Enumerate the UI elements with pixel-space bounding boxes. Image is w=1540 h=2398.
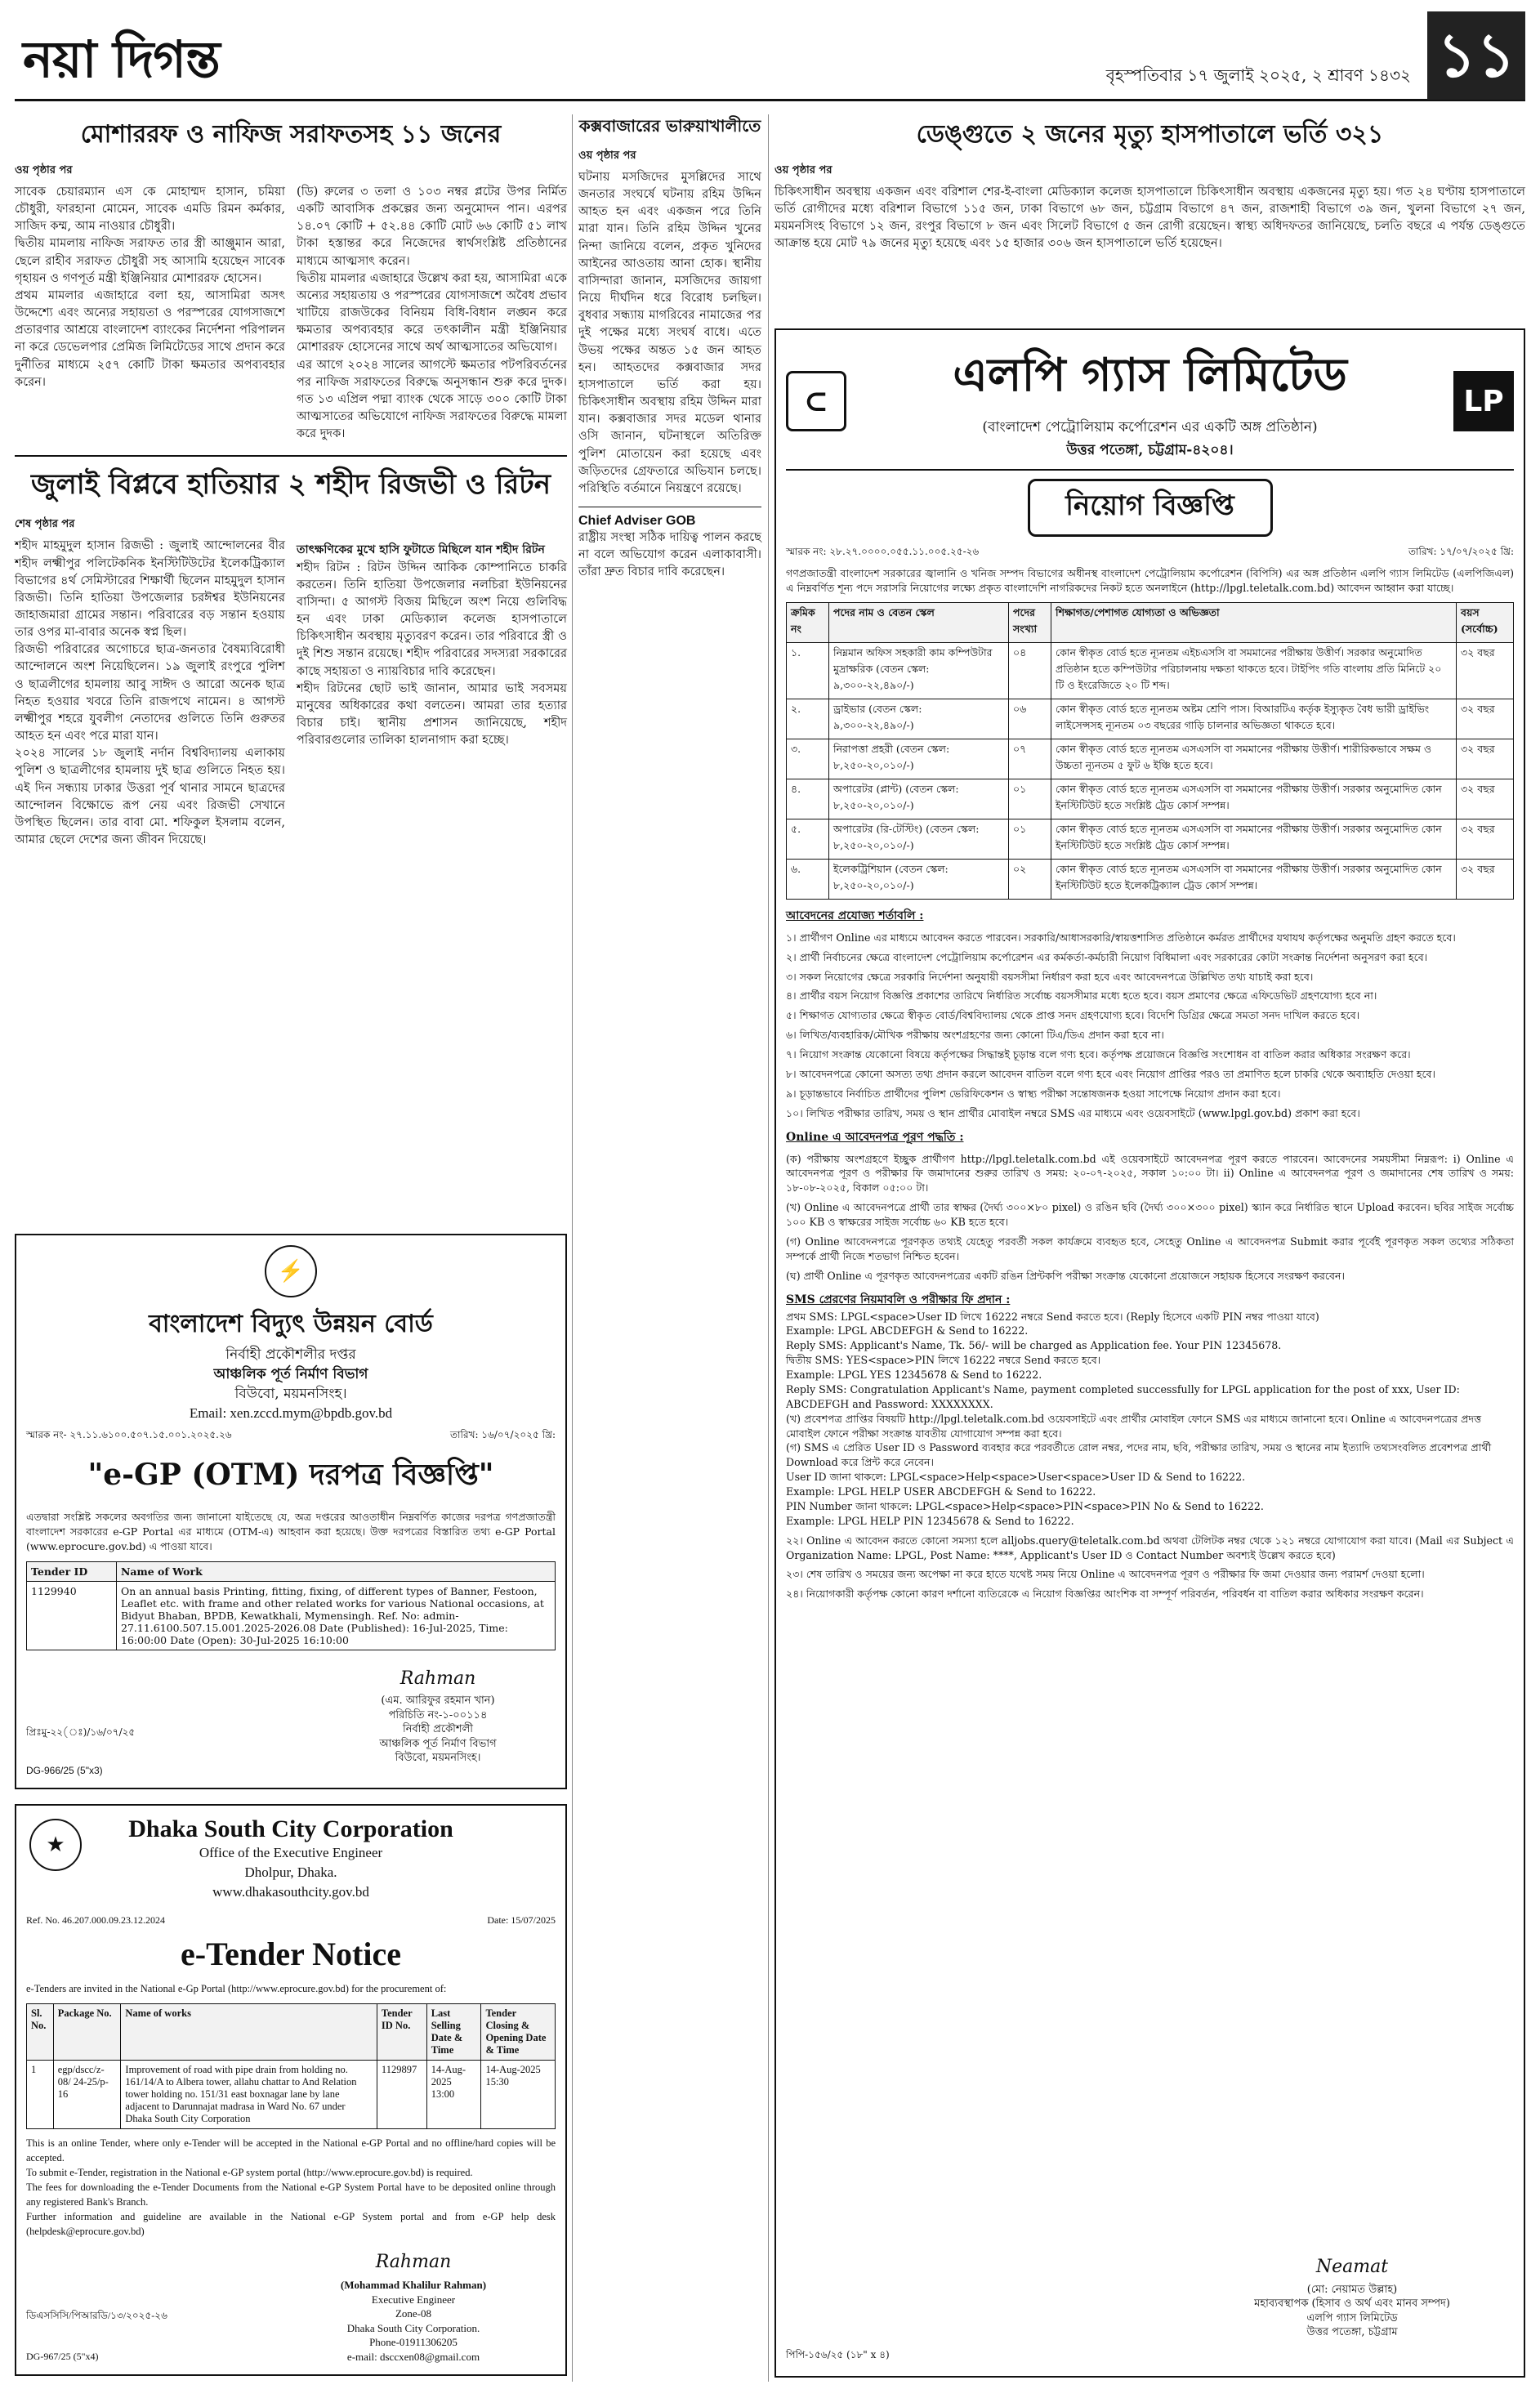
table-cell: ৬. <box>787 859 829 899</box>
article-lead: শেষ পৃষ্ঠার পর <box>15 518 75 531</box>
sms-step-item: Example: LPGL ABCDEFGH & Send to 16222. <box>786 1324 1029 1337</box>
tender-table <box>26 1561 556 1650</box>
table-cell: 1 <box>27 2060 54 2128</box>
left-column <box>15 114 567 848</box>
table-cell: ০৪ <box>1009 642 1051 699</box>
table-cell: কোন স্বীকৃত বোর্ড হতে ন্যূনতম এসএসসি বা সমমানের পরীক্ষায় উত্তীর্ণ। সরকার অনুমোদিত কোন ইনস্টিটিউট হতে সংশ্লিষ্ট ট্রেড কোর্স সম্পন্ন। <box>1051 779 1457 819</box>
ad-meta <box>26 1428 556 1445</box>
condition-item: ১০। লিখিত পরীক্ষার তারিখ, সময় ও স্থান প্রার্থীর মোবাইল নম্বরে SMS এর মাধ্যমে এবং ওয়েবসাইটে (www.lpgl.gov.bd) প্রকাশ করা হবে। <box>786 1106 1360 1119</box>
table-cell: 14-Aug-2025 13:00 <box>426 2060 481 2128</box>
column-header: বয়স (সর্বোচ্চ) <box>1457 602 1514 642</box>
closing-list <box>786 1534 1514 1602</box>
ad-code: DG-966/25 (5"x3) <box>26 1765 103 1776</box>
online-step-item: (ক) পরীক্ষায় অংশগ্রহণে ইচ্ছুক প্রার্থীগণ http://lpgl.teletalk.com.bd এই ওয়েবসাইটে আবেদনপত্র পূরণ করতে পারবেন। আবেদনের সময়সীমা নিম্নরূপ: i) Online এ আবেদনপত্র পূরণ ও পরীক্ষার ফি জমাদানের শুরুর তারিখ ও সময়: ২০-০৭-২০২৫, সকাল ১০:০০ টা। ii) Online এ আবেদনপত্র পূরণ ও জমাদানের শেষ তারিখ ও সময়: ১৮-০৮-২০২৫, বিকাল ০৫:০০ টা। <box>786 1152 1514 1195</box>
table-row <box>787 642 1514 699</box>
article-body: চিকিৎসাধীন অবস্থায় একজন এবং বরিশাল শের-ই-বাংলা মেডিক্যাল কলেজ হাসপাতালে চিকিৎসাধীন অবস্থায় একজনের মৃত্যু হয়। গত ২৪ ঘণ্টায় হাসপাতালে ভর্তি রোগীদের মধ্যে বরিশাল বিভাগে ১১৫ জন, ঢাকা বিভাগে ৬৮ জন, চট্টগ্রাম বিভাগে ৪৭ জন, রাজশাহী বিভাগে ৩৯ জন, খুলনা বিভাগে ২৭ জন, ময়মনসিংহ বিভাগে ১২ জন, রংপুর বিভাগে ৮ জন এবং সিলেট বিভাগে ৫ জন রোগী রয়েছেন। স্বাস্থ্য অধিদফতর জানিয়েছে, চলতি বছরে এ পর্যন্ত ডেঙ্গুতে আক্রান্ত হয়ে মোট ৭৯ জনের মৃত্যু হয়েছে এবং ১৫ হাজার ৩০৬ জন হাসপাতালে ভর্তি হয়েছেন। <box>774 185 1525 251</box>
signer-title: নির্বাহী প্রকৌশলী <box>402 1723 473 1736</box>
column-header: Name of Work <box>117 1561 556 1581</box>
condition-item: ৪। প্রার্থীর বয়স নিয়োগ বিজ্ঞপ্তি প্রকাশের তারিখে নির্ধারিত সর্বোচ্চ বয়সসীমার মধ্যে হতে হবে। বয়স প্রমাণের ক্ষেত্রে এফিডেভিট গ্রহণযোগ্য হবে না। <box>786 989 1377 1003</box>
ad-office: নির্বাহী প্রকৌশলীর দপ্তর <box>225 1346 356 1363</box>
ad-title-block <box>953 340 1347 462</box>
company-sub: (বাংলাদেশ পেট্রোলিয়াম কর্পোরেশন এর একটি অঙ্গ প্রতিষ্ঠান) <box>982 419 1318 435</box>
article-moshararof <box>15 114 567 442</box>
table-cell: ০৭ <box>1009 739 1051 779</box>
ad-code: DG-967/25 (5"x4) <box>26 2351 99 2362</box>
table-cell: ৫. <box>787 819 829 859</box>
signature: Neamat <box>1315 2257 1389 2278</box>
signer-name: (এম. আরিফুর রহমান খান) <box>381 1695 495 1708</box>
table-cell: কোন স্বীকৃত বোর্ড হতে ন্যূনতম অষ্টম শ্রেণি পাস। বিআরটিএ কর্তৃক ইস্যুকৃত বৈধ ভারী ড্রাইভিং লাইসেন্সসহ ন্যূনতম ০৩ বছরের গাড়ি চালনার অভিজ্ঞতা থাকতে হবে। <box>1051 699 1457 739</box>
condition-item: ২। প্রার্থী নির্বাচনের ক্ষেত্রে বাংলাদেশ পেট্রোলিয়াম কর্পোরেশন এর কর্মকর্তা-কর্মচারী নিয়োগ বিধিমালা এবং সরকারের কোটা সংক্রান্ত নির্দেশনা অনুসরণ করা হবে। <box>786 950 1428 963</box>
article-body <box>15 537 567 848</box>
table-cell: অপারেটর (রি-টেস্টিং) (বেতন স্কেল: ৮,২৫০-২০,০১০/-) <box>829 819 1009 859</box>
column-header: পদের নাম ও বেতন স্কেল <box>829 602 1009 642</box>
table-cell: egp/dscc/z-08/ 24-25/p-16 <box>53 2060 121 2128</box>
table-cell: ৩২ বছর <box>1457 819 1514 859</box>
dscc-tender-ad <box>15 1804 567 2376</box>
table-cell: ০১ <box>1009 819 1051 859</box>
table-row <box>787 739 1514 779</box>
paragraph: রিজভী পরিবারের অগোচরে ছাত্র-জনতার বৈষম্যবিরোধী আন্দোলনে অংশ নিয়েছিলেন। ১৯ জুলাই রংপুরে পুলিশ ও ছাত্রলীগের হামলায় আবু সাঈদ ও আরো অনেক ছাত্র নিহত হওয়ার খবরে তিনি রাজপথে নামেন। ৪ আগস্ট লক্ষ্মীপুর শহরে যুবলীগ নেতাদের গুলিতে তিনি গুরুতর আহত হন এবং পরে মারা যান। <box>15 642 285 744</box>
online-step-item: (ঘ) প্রার্থী Online এ পূরণকৃত আবেদনপত্রের একটি রঙিন প্রিন্টকপি পরীক্ষা সংক্রান্ত যেকোনো প্রয়োজনে সহায়ক হিসেবে সংরক্ষণ করবেন। <box>786 1269 1345 1282</box>
ad-date: তারিখ: ১৭/০৭/২০২৫ খ্রি: <box>1408 546 1514 557</box>
section-title: আবেদনের প্রযোজ্য শর্তাবলি : <box>786 909 924 922</box>
signature: Rahman <box>400 1668 476 1689</box>
company-address: উত্তর পতেঙ্গা, চট্টগ্রাম-৪২০৪। <box>1066 442 1234 458</box>
paragraph: (ডি) রুলের ৩ তলা ও ১০৩ নম্বর প্লটের উপর নির্মিত একটি আবাসিক প্রকল্পের জন্য অনুমোদন পান। এরপর ১৪.০৭ কোটি + ৫২.৪৪ কোটি মোট ৬৬ কোটি ৫১ লাখ টাকা হস্তান্তর করে নিজেদের স্বার্থসংশ্লিষ্ট প্রতিষ্ঠানের মাধ্যমে আত্মসাৎ করেন। <box>297 185 567 268</box>
closing-item: ২৩। শেষ তারিখ ও সময়ের জন্য অপেক্ষা না করে হাতে যথেষ্ট সময় নিয়ে Online এ আবেদনপত্র পূরণ ও পরীক্ষার ফি জমা দেওয়ার জন্য পরামর্শ দেওয়া হলো। <box>786 1568 1425 1581</box>
condition-item: ৬। লিখিত/ব্যবহারিক/মৌখিক পরীক্ষায় অংশগ্রহণের জন্য কোনো টিএ/ডিএ প্রদান করা হবে না। <box>786 1029 1164 1042</box>
article-hatiya <box>15 455 567 848</box>
sms-step-item: Example: LPGL HELP PIN 12345678 & Send to 16222. <box>786 1514 1074 1527</box>
table-cell: 1129897 <box>377 2060 426 2128</box>
posts-table-body <box>787 642 1514 899</box>
ad-banner: e-Tender Notice <box>181 1936 401 1973</box>
table-cell: ৩২ বছর <box>1457 739 1514 779</box>
table-cell: কোন স্বীকৃত বোর্ড হতে ন্যূনতম এসএসসি বা সমমানের পরীক্ষায় উত্তীর্ণ। শারীরিকভাবে সক্ষম ও উচ্চতা ন্যূনতম ৫ ফুট ৬ ইঞ্চি হতে হবে। <box>1051 739 1457 779</box>
sms-step-item: Reply SMS: Congratulation Applicant's Name, payment completed successfully for LPGL application for the post of xxx, User ID: ABCDEFGH and Password: XXXXXXXX. <box>786 1382 1460 1410</box>
signer-place: উত্তর পতেঙ্গা, চট্টগ্রাম <box>1306 2326 1398 2339</box>
conditions-list <box>786 931 1514 1121</box>
table-cell: ২. <box>787 699 829 739</box>
section-title: SMS প্রেরণের নিয়মাবলি ও পরীক্ষার ফি প্রদান : <box>786 1293 1011 1306</box>
table-cell: কোন স্বীকৃত বোর্ড হতে ন্যূনতম এইচএসসি বা সমমানের পরীক্ষায় উত্তীর্ণ। সরকার অনুমোদিত প্রতিষ্ঠান হতে কম্পিউটার পরিচালনায় দক্ষতা থাকতে হবে। টাইপিং গতি বাংলায় প্রতি মিনিটে ২০ টি ও ইংরেজিতে ২০ টি শব্দ। <box>1051 642 1457 699</box>
paragraph: শহীদ মাহমুদুল হাসান রিজভী : জুলাই আন্দোলনের বীর শহীদ লক্ষ্মীপুর পলিটেকনিক ইনস্টিটিউটের ইলেকট্রিক্যাল বিভাগের ৪র্থ সেমিস্টারের শিক্ষার্থী ছিলেন মাহমুদুল হাসান রিজভী। তিনি হাতিয়া উপজেলার চরঈশ্বর ইউনিয়নের জাহাজমারা গ্রামের সন্তান। পরিবারের বড় সন্তান হওয়ায় তার ওপর মা-বাবার অনেক স্বপ্ন ছিল। <box>15 538 285 640</box>
table-row <box>787 779 1514 819</box>
online-step-item: (খ) Online এ আবেদনপত্রে প্রার্থী তার স্বাক্ষর (দৈর্ঘ্য ৩০০×৮০ pixel) ও রঙিন ছবি (দৈর্ঘ্য ৩০০×৩০০ pixel) স্ক্যান করে নির্ধারিত স্থানে Upload করবেন। ছবির সাইজ সর্বোচ্চ ১০০ KB ও স্বাক্ষরের সাইজ সর্বোচ্চ ৬০ KB হতে হবে। <box>786 1201 1514 1228</box>
right-column <box>774 114 1525 252</box>
table-cell: নিরাপত্তা প্রহরী (বেতন স্কেল: ৮,২৫০-২০,০১০/-) <box>829 739 1009 779</box>
posts-table <box>786 602 1514 900</box>
column-header: Last Selling Date & Time <box>426 2003 481 2060</box>
sms-step-item: PIN Number জানা থাকলে: LPGL<space>Help<space>PIN<space>PIN No & Send to 16222. <box>786 1499 1264 1512</box>
ad-note: This is an online Tender, where only e-Tender will be accepted in the National e-GP Portal and no offline/hard copies will be accepted. <box>26 2137 556 2164</box>
sms-step-item: Reply SMS: Applicant's Name, Tk. 56/- will be charged as Application fee. Your PIN 12345678. <box>786 1339 1282 1352</box>
column-header: Name of works <box>121 2003 377 2060</box>
dscc-logo-icon: ★ <box>29 1819 82 1871</box>
tender-work-cell: On an annual basis Printing, fitting, fixing, of different types of Banner, Festoon, Leaflet etc. with frame and other related works for various National occasions, at Bidyut Bhaban, BPDB, Kewatkhali, Mymensingh. Ref. No: admin-27.11.6100.507.15.001.2025-2026.08 Date (Published): 16-Jul-2025, Time: 16:00:00 Date (Open): 30-Jul-2025 16:10:00 <box>117 1581 556 1650</box>
signature-block <box>1213 2255 1491 2340</box>
notice-title: নিয়োগ বিজ্ঞপ্তি <box>1028 479 1273 537</box>
ad-title: বাংলাদেশ বিদ্যুৎ উন্নয়ন বোর্ড <box>149 1310 433 1338</box>
paragraph: শহীদ রিটনের ছোট ভাই জানান, আমার ভাই সবসময় মানুষের অধিকারের কথা বলতেন। আমরা তার হত্যার বিচার চাই। স্থানীয় প্রশাসন জানিয়েছে, শহীদ পরিবারগুলোর তালিকা হালনাগাদ করা হচ্ছে। <box>297 681 567 748</box>
table-cell: ৩২ বছর <box>1457 779 1514 819</box>
ad-date: Date: 15/07/2025 <box>487 1914 556 1927</box>
ad-code: পিপি-১৫৬/২৫ (১৮" x ৪) <box>786 2349 890 2360</box>
ad-note: The fees for downloading the e-Tender Documents from the National e-GP System Portal have to be deposited online through any registered Bank's Branch. <box>26 2181 556 2208</box>
middle-column <box>578 114 761 580</box>
ad-note: Further information and guideline are available in the National e-GP System portal and from e-GP help desk (helpdesk@eprocure.gov.bd) <box>26 2211 556 2238</box>
condition-item: ১। প্রার্থীগণ Online এর মাধ্যমে আবেদন করতে পারবেন। সরকারি/আধাসরকারি/স্বায়ত্তশাসিত প্রতিষ্ঠানে কর্মরত প্রার্থীদের যথাযথ কর্তৃপক্ষের অনুমতি গ্রহণ করতে হবে। <box>786 931 1456 944</box>
signer-title: Executive Engineer <box>371 2293 456 2306</box>
tender-id-cell: 1129940 <box>27 1581 117 1650</box>
sms-step-item: Example: LPGL YES 12345678 & Send to 16222. <box>786 1369 1042 1381</box>
paragraph: দ্বিতীয় মামলায় নাফিজ সরাফত তার স্ত্রী আঞ্জুমান আরা, ছেলে রাহীব সরাফত চৌধুরী সহ আসামি হয়েছেন সাবেক গৃহায়ন ও গণপূর্ত মন্ত্রী ইঞ্জিনিয়ার মোশাররফ হোসেন। <box>15 236 285 285</box>
sms-step-item: Example: LPGL HELP USER ABCDEFGH & Send to 16222. <box>786 1485 1096 1498</box>
memo-number: স্মারক নং- ২৭.১১.৬১০০.৫০৭.১৫.০০১.২০২৫.২৬ <box>26 1429 232 1441</box>
sms-step-item: (খ) প্রবেশপত্র প্রাপ্তির বিষয়টি http://lpgl.teletalk.com.bd ওয়েবসাইটে এবং প্রার্থীর মোবাইল ফোনে SMS এর মাধ্যমে জানানো হবে। Online এ আবেদনপত্রের প্রদত্ত মোবাইল ফোনে পরীক্ষা সংক্রান্ত যাবতীয় যোগাযোগ সম্পন্ন করা হবে। <box>786 1412 1482 1440</box>
ad-title: Dhaka South City Corporation <box>128 1815 453 1842</box>
condition-item: ৩। সকল নিয়োগের ক্ষেত্রে সরকারি নির্দেশনা অনুযায়ী বয়সসীমা নির্ধারণ করা হবে এবং আবেদনপত্রে উল্লিখিত তথ্য যাচাই করা হবে। <box>786 970 1314 983</box>
online-steps-list <box>786 1152 1514 1284</box>
lpg-recruitment-ad <box>774 328 1525 2378</box>
quote-box <box>578 507 761 580</box>
column-header: Tender ID <box>27 1561 117 1581</box>
ad-intro: এতদ্বারা সংশ্লিষ্ট সকলের অবগতির জন্য জানানো যাইতেছে যে, অত্র দপ্তরের আওতাধীন নিম্নবর্ণিত কাজের দরপত্র গণপ্রজাতন্ত্রী বাংলাদেশ সরকারের e-GP Portal এর মাধ্যমে (OTM-এ) আহবান করা হয়েছে। উক্ত দরপত্রের বিস্তারিত তথ্য e-GP Portal (www.eprocure.gov.bd) এ পাওয়া যাবে। <box>26 1511 556 1553</box>
condition-item: ৮। আবেদনপত্রে কোনো অসত্য তথ্য প্রদান করলে আবেদন বাতিল বলে গণ্য হবে এবং নিয়োগ প্রাপ্তির পরও তা প্রমাণিত হলে চাকরি থেকে অব্যাহতি দেওয়া হবে। <box>786 1067 1436 1080</box>
column-header: Sl. No. <box>27 2003 54 2060</box>
column-divider <box>768 114 769 2382</box>
article-headline: মোশাররফ ও নাফিজ সরাফতসহ ১১ জনের <box>80 120 502 149</box>
sms-step-item: User ID জানা থাকলে: LPGL<space>Help<space>User<space>User ID & Send to 16222. <box>786 1471 1246 1484</box>
signer-email: e-mail: dsccxen08@gmail.com <box>346 2350 480 2363</box>
signature-block <box>320 1667 556 1766</box>
paragraph: প্রথম মামলার এজাহারে বলা হয়, আসামিরা অসৎ উদ্দেশ্যে এবং অন্যের সহায়তা ও পরস্পরের যোগসাজশে প্রতারণার আশ্রয়ে বাংলাদেশ ব্যাংকের নির্দেশনা পরিপালন না করে ডেভেলপার প্রেমিজ লিমিটেডের সাথে প্রদান করে দুর্নীতির মাধ্যমে ২৫৭ কোটি টাকা ক্ষমতার অপব্যবহার করেন। <box>15 288 285 389</box>
condition-item: ৯। চূড়ান্তভাবে নির্বাচিত প্রার্থীদের পুলিশ ভেরিফিকেশন ও স্বাস্থ্য পরীক্ষা সন্তোষজনক হওয়া সাপেক্ষে নিয়োগ প্রদান করা হবে। <box>786 1087 1281 1100</box>
table-cell: নিম্নমান অফিস সহকারী কাম কম্পিউটার মুদ্রাক্ষরিক (বেতন স্কেল: ৯,৩০০-২২,৪৯০/-) <box>829 642 1009 699</box>
ad-office: Office of the Executive Engineer <box>199 1845 383 1860</box>
company-name: এলপি গ্যাস লিমিটেড <box>953 349 1347 402</box>
column-header: Package No. <box>53 2003 121 2060</box>
sms-step-item: (গ) SMS এ প্রেরিত User ID ও Password ব্যবহার করে পরবর্তীতে রোল নম্বর, পদের নাম, ছবি, পরীক্ষার তারিখ, সময় ও স্থানের নাম ইত্যাদি তথ্যসংবলিত প্রবেশপত্র প্রার্থী Download করে প্রিন্ট করে নেবেন। <box>786 1441 1492 1469</box>
masthead <box>15 11 1525 101</box>
article-lead: ওয় পৃষ্ঠার পর <box>15 164 73 176</box>
ad-banner: "e-GP (OTM) দরপত্র বিজ্ঞপ্তি" <box>87 1458 494 1493</box>
quote-text: রাষ্ট্রীয় সংস্থা সঠিক দায়িত্ব পালন করছে না বলে অভিযোগ করেন এলাকাবাসী। তাঁরা দ্রুত বিচার দাবি করেছেন। <box>578 529 761 579</box>
ref-number: Ref. No. 46.207.000.09.23.12.2024 <box>26 1914 165 1927</box>
sms-step-item: দ্বিতীয় SMS: YES<space>PIN লিখে 16222 নম্বরে Send করতে হবে। <box>786 1354 1101 1367</box>
signer-name: (মো: নেয়ামত উল্লাহ) <box>1306 2283 1398 2296</box>
article-lead: ওয় পৃষ্ঠার পর <box>578 150 636 162</box>
closing-item: ২২। Online এ আবেদন করতে কোনো সমস্যা হলে alljobs.query@teletalk.com.bd অথবা টেলিটক নম্বর থেকে ১২১ নম্বরে যোগাযোগ করা যাবে। (Mail এর Subject এ Organization Name: LPGL, Post Name: ****, Applicant's User ID ও Contact Number অবশ্যই উল্লেখ করতে হবে) <box>786 1534 1514 1561</box>
page-number: ১১ <box>1427 11 1525 100</box>
signer-org: Dhaka South City Corporation. <box>346 2321 480 2334</box>
memo-number: স্মারক নং: ২৮.২৭.০০০০.০৫৫.১১.০০৫.২৫-২৬ <box>786 546 980 557</box>
table-row <box>27 2060 556 2128</box>
paragraph: শহীদ রিটন : রিটন উদ্দিন আকিক কোম্পানিতে চাকরি করতেন। তিনি হাতিয়া উপজেলার নলচিরা ইউনিয়নের বাসিন্দা। ৫ আগস্ট বিজয় মিছিলে অংশ নিয়ে গুলিবিদ্ধ হন এবং ঢাকা মেডিক্যাল কলেজ হাসপাতালে চিকিৎসাধীন অবস্থায় মৃত্যুবরণ করেন। তার পরিবারে স্ত্রী ও দুই শিশু সন্তান রয়েছে। শহীদ পরিবারের সদস্যরা সরকারের কাছে সহায়তা ও ন্যায়বিচার দাবি করেছেন। <box>297 560 567 678</box>
pr-number: ডিএসসিসি/পিআরডি/১৩/২০২৫-২৬ <box>26 2310 167 2321</box>
closing-item: ২৪। নিয়োগকারী কর্তৃপক্ষ কোনো কারণ দর্শানো ব্যতিরেকে এ নিয়োগ বিজ্ঞপ্তির আংশিক বা সম্পূর্ণ পরিবর্তন, পরিবর্ধন বা বাতিল করার অধিকার সংরক্ষণ করেন। <box>786 1588 1424 1601</box>
article-headline: কক্সবাজারের ভারুয়াখালীতে <box>578 116 761 136</box>
table-cell: ১. <box>787 642 829 699</box>
signer-zone: Zone-08 <box>395 2307 432 2320</box>
table-cell: ৩. <box>787 739 829 779</box>
online-step-item: (গ) Online আবেদনপত্রে পূরণকৃত তথ্যই যেহেতু পরবর্তী সকল কার্যক্রমে ব্যবহৃত হবে, সেহেতু Online এ আবেদনপত্র Submit করার পূর্বেই পূরণকৃত সকল তথ্যের সঠিকতা সম্পর্কে প্রার্থী নিজে শতভাগ নিশ্চিত হবেন। <box>786 1235 1514 1262</box>
table-cell: ০১ <box>1009 779 1051 819</box>
paragraph: সাবেক চেয়ারম্যান এস কে মোহাম্মদ হাসান, চমিয়া চৌধুরী, ফারহানা মোমেন, সাবেক এমডি রিমন কর্মকার, সাজিদ কম্ম, আম নাওয়ার চৌধুরী। <box>15 185 285 234</box>
table-row <box>27 1581 556 1650</box>
table-cell: 14-Aug-2025 15:30 <box>481 2060 556 2128</box>
quote-label: Chief Adviser GOB <box>578 513 696 528</box>
bpdb-logo-icon: ⚡ <box>265 1245 317 1297</box>
bpc-logo-icon: ⊂ <box>786 371 846 431</box>
table-cell: কোন স্বীকৃত বোর্ড হতে ন্যূনতম এসএসসি বা সমমানের পরীক্ষায় উত্তীর্ণ। সরকার অনুমোদিত কোন ইনস্টিটিউট হতে ইলেকট্রিক্যাল ট্রেড কোর্স সম্পন্ন। <box>1051 859 1457 899</box>
table-cell: ইলেকট্রিশিয়ান (বেতন স্কেল: ৮,২৫০-২০,০১০/-) <box>829 859 1009 899</box>
article-headline: ডেঙ্গুতে ২ জনের মৃত্যু হাসপাতালে ভর্তি ৩২১ <box>916 120 1384 149</box>
ad-web: www.dhakasouthcity.gov.bd <box>212 1883 369 1900</box>
signer-name: (Mohammad Khalilur Rahman) <box>340 2279 487 2292</box>
column-header: পদের সংখ্যা <box>1009 602 1051 642</box>
column-header: শিক্ষাগত/পেশাগত যোগ্যতা ও অভিজ্ঞতা <box>1051 602 1457 642</box>
section-title: Online এ আবেদনপত্র পূরণ পদ্ধতি : <box>786 1130 964 1144</box>
tender-table <box>26 2003 556 2129</box>
ad-email: Email: xen.zccd.mym@bpdb.gov.bd <box>189 1405 393 1422</box>
table-cell: ০৬ <box>1009 699 1051 739</box>
column-header: Tender Closing & Opening Date & Time <box>481 2003 556 2060</box>
ad-intro: e-Tenders are invited in the National e-Gp Portal (http://www.eprocure.gov.bd) for the procurement of: <box>26 1983 447 1995</box>
table-cell: ০২ <box>1009 859 1051 899</box>
table-row <box>787 819 1514 859</box>
pr-number: প্রিঃমু-২২(ঃ)/১৬/০৭/২৫ <box>26 1726 136 1738</box>
signer-place: বিউবো, ময়মনসিংহ। <box>395 1752 481 1765</box>
ad-place: Dholpur, Dhaka. <box>244 1864 337 1880</box>
dateline: বৃহস্পতিবার ১৭ জুলাই ২০২৫, ২ শ্রাবণ ১৪৩২ <box>1105 65 1411 85</box>
ad-place: বিউবো, ময়মনসিংহ। <box>234 1385 347 1402</box>
ad-note: To submit e-Tender, registration in the National e-GP system portal (http://www.eprocure.gov.bd) is required. <box>26 2166 473 2178</box>
subheadline: তাৎক্ষণিকের মুখে হাসি ফুটাতে মিছিলে যান শহীদ রিটন <box>297 543 545 557</box>
table-cell: কোন স্বীকৃত বোর্ড হতে ন্যূনতম এসএসসি বা সমমানের পরীক্ষায় উত্তীর্ণ। সরকার অনুমোদিত কোন ইনস্টিটিউট হতে সংশ্লিষ্ট ট্রেড কোর্স সম্পন্ন। <box>1051 819 1457 859</box>
table-cell: ৩২ বছর <box>1457 859 1514 899</box>
paragraph: এর আগে ২০২৪ সালের আগস্টে ক্ষমতার পটপরিবর্তনের পর নাফিজ সরাফতের বিরুদ্ধে অনুসন্ধান শুরু করে দুদক। গত ১৩ এপ্রিল পদ্মা ব্যাংক থেকে সাড়ে ৩০০ কোটি টাকা আত্মসাতের অভিযোগে নাফিজ সরাফতের বিরুদ্ধে মামলা করে দুদক। <box>297 357 567 441</box>
sms-step-item: প্রথম SMS: LPGL<space>User ID লিখে 16222 নম্বরে Send করতে হবে। (Reply হিসেবে একটি PIN নম্বর পাওয়া যাবে) <box>786 1310 1319 1323</box>
condition-item: ৭। নিয়োগ সংক্রান্ত যেকোনো বিষয়ে কর্তৃপক্ষের সিদ্ধান্তই চূড়ান্ত বলে গণ্য হবে। কর্তৃপক্ষ প্রয়োজনে বিজ্ঞপ্তি সংশোধন বা বাতিল করার অধিকার সংরক্ষণ করে। <box>786 1048 1411 1061</box>
ad-meta <box>26 1914 556 1927</box>
signer-org: এলপি গ্যাস লিমিটেড <box>1306 2311 1398 2324</box>
paragraph: দ্বিতীয় মামলার এজাহারে উল্লেখ করা হয়, আসামিরা একে অন্যের সহায়তায় ও পরস্পরের যোগসাজশে অবৈধ প্রভাব খাটিয়ে রাজউকের বিনিয়ম বিধি-বিধান লঙ্ঘন করে ক্ষমতার অপব্যবহার করে তৎকালীন মন্ত্রী ইঞ্জিনিয়ার মোশাররফ হোসেনের সাথে অর্থ আত্মসাতের অভিযোগ। <box>297 270 567 355</box>
table-cell: ৩২ বছর <box>1457 642 1514 699</box>
table-row <box>787 699 1514 739</box>
column-divider <box>572 114 573 2382</box>
ad-intro: গণপ্রজাতন্ত্রী বাংলাদেশ সরকারের জ্বালানি ও খনিজ সম্পদ বিভাগের অধীনস্থ বাংলাদেশ পেট্রোলিয়াম কর্পোরেশন (বিপিসি) এর অঙ্গ প্রতিষ্ঠান এলপি গ্যাস লিমিটেড (এলপিজিএল) এ নিম্নবর্ণিত শূন্য পদে সরাসরি নিয়োগের লক্ষ্যে প্রকৃত বাংলাদেশি নাগরিকদের নিকট হতে অনলাইনে (http://lpgl.teletalk.com.bd) আবেদন আহ্বান করা যাচ্ছে। <box>786 567 1514 594</box>
paragraph: ২০২৪ সালের ১৮ জুলাই নর্দান বিশ্ববিদ্যালয় এলাকায় পুলিশ ও ছাত্রলীগের হামলায় দুই ছাত্র গুলিতে নিহত হয়। এই দিন সন্ধ্যায় ঢাকার উত্তরা পূর্ব থানার সামনে ছাত্রদের আন্দোলন বিক্ষোভে রূপ নেয় এবং রিজভী সেখানে উপস্থিত ছিলেন। তার বাবা মো. শফিকুল ইসলাম বলেন, আমার ছেলে দেশের জন্য জীবন দিয়েছে। <box>15 746 285 846</box>
ad-dept: আঞ্চলিক পূর্ত নির্মাণ বিভাগ <box>213 1365 368 1382</box>
bpdb-tender-ad <box>15 1234 567 1789</box>
signer-id: পরিচিতি নং-১-০০১১৪ <box>388 1708 488 1721</box>
sms-steps-list <box>786 1310 1514 1529</box>
article-body <box>15 183 567 442</box>
signer-title: মহাব্যবস্থাপক (হিসাব ও অর্থ এবং মানব সম্পদ) <box>1254 2298 1450 2311</box>
signature: Rahman <box>375 2252 452 2273</box>
table-cell: ৪. <box>787 779 829 819</box>
table-cell: Improvement of road with pipe drain from holding no. 161/14/A to Albera tower, allahu chattar to And Relation tower holding no. 151/31 east boxnagar lane by lane adjacent to Darunnajat madrasa in Ward No. 67 under Dhaka South City Corporation <box>121 2060 377 2128</box>
ad-meta <box>786 545 1514 561</box>
article-lead: ওয় পৃষ্ঠার পর <box>774 164 832 176</box>
article-headline: জুলাই বিপ্লবে হাতিয়ার ২ শহীদ রিজভী ও রিটন <box>30 468 551 502</box>
column-header: Tender ID No. <box>377 2003 426 2060</box>
column-header: ক্রমিক নং <box>787 602 829 642</box>
table-row <box>787 859 1514 899</box>
table-cell: অপারেটর (প্লান্ট) (বেতন স্কেল: ৮,২৫০-২০,০১০/-) <box>829 779 1009 819</box>
lp-logo-icon: LP <box>1453 371 1514 431</box>
newspaper-logo: নয়া দিগন্ত <box>23 29 220 89</box>
signature-block <box>271 2250 556 2364</box>
signer-phone: Phone-01911306205 <box>369 2336 458 2349</box>
table-cell: ৩২ বছর <box>1457 699 1514 739</box>
article-body: ঘটনায় মসজিদের মুসল্লিদের সাথে জনতার সংঘর্ষে ঘটনায় রহিম উদ্দিন আহত হন এবং একজন পরে তিনি মারা যান। তিনি রহিম উদ্দিন খুনের নিন্দা জানিয়ে বলেন, প্রকৃত খুনিদের আইনের আওতায় আনা হোক। স্থানীয় বাসিন্দারা জানান, মসজিদের জায়গা নিয়ে দীর্ঘদিন ধরে বিরোধ চলছিল। বুধবার সন্ধ্যায় মাগরিবের নামাজের পর দুই পক্ষের মধ্যে সংঘর্ষ বাধে। এতে উভয় পক্ষের অন্তত ১৫ জন আহত হন। আহতদের কক্সবাজার সদর হাসপাতালে ভর্তি করা হয়। চিকিৎসাধীন অবস্থায় রহিম উদ্দিন মারা যান। কক্সবাজার সদর মডেল থানার ওসি জানান, ঘটনাস্থলে অতিরিক্ত পুলিশ মোতায়েন করা হয়েছে এবং জড়িতদের গ্রেফতারে অভিযান চলছে। পরিস্থিতি বর্তমানে নিয়ন্ত্রণে রয়েছে। <box>578 170 761 495</box>
signer-dept: আঞ্চলিক পূর্ত নির্মাণ বিভাগ <box>379 1737 497 1750</box>
condition-item: ৫। শিক্ষাগত যোগ্যতার ক্ষেত্রে স্বীকৃত বোর্ড/বিশ্ববিদ্যালয় থেকে প্রাপ্ত সনদ গ্রহণযোগ্য হবে। বিদেশি ডিগ্রির ক্ষেত্রে সমতা সনদ দাখিল করতে হবে। <box>786 1009 1360 1022</box>
ad-date: তারিখ: ১৬/০৭/২০২৫ খ্রি: <box>450 1429 556 1441</box>
table-cell: ড্রাইভার (বেতন স্কেল: ৯,৩০০-২২,৪৯০/-) <box>829 699 1009 739</box>
ad-header <box>786 340 1514 471</box>
